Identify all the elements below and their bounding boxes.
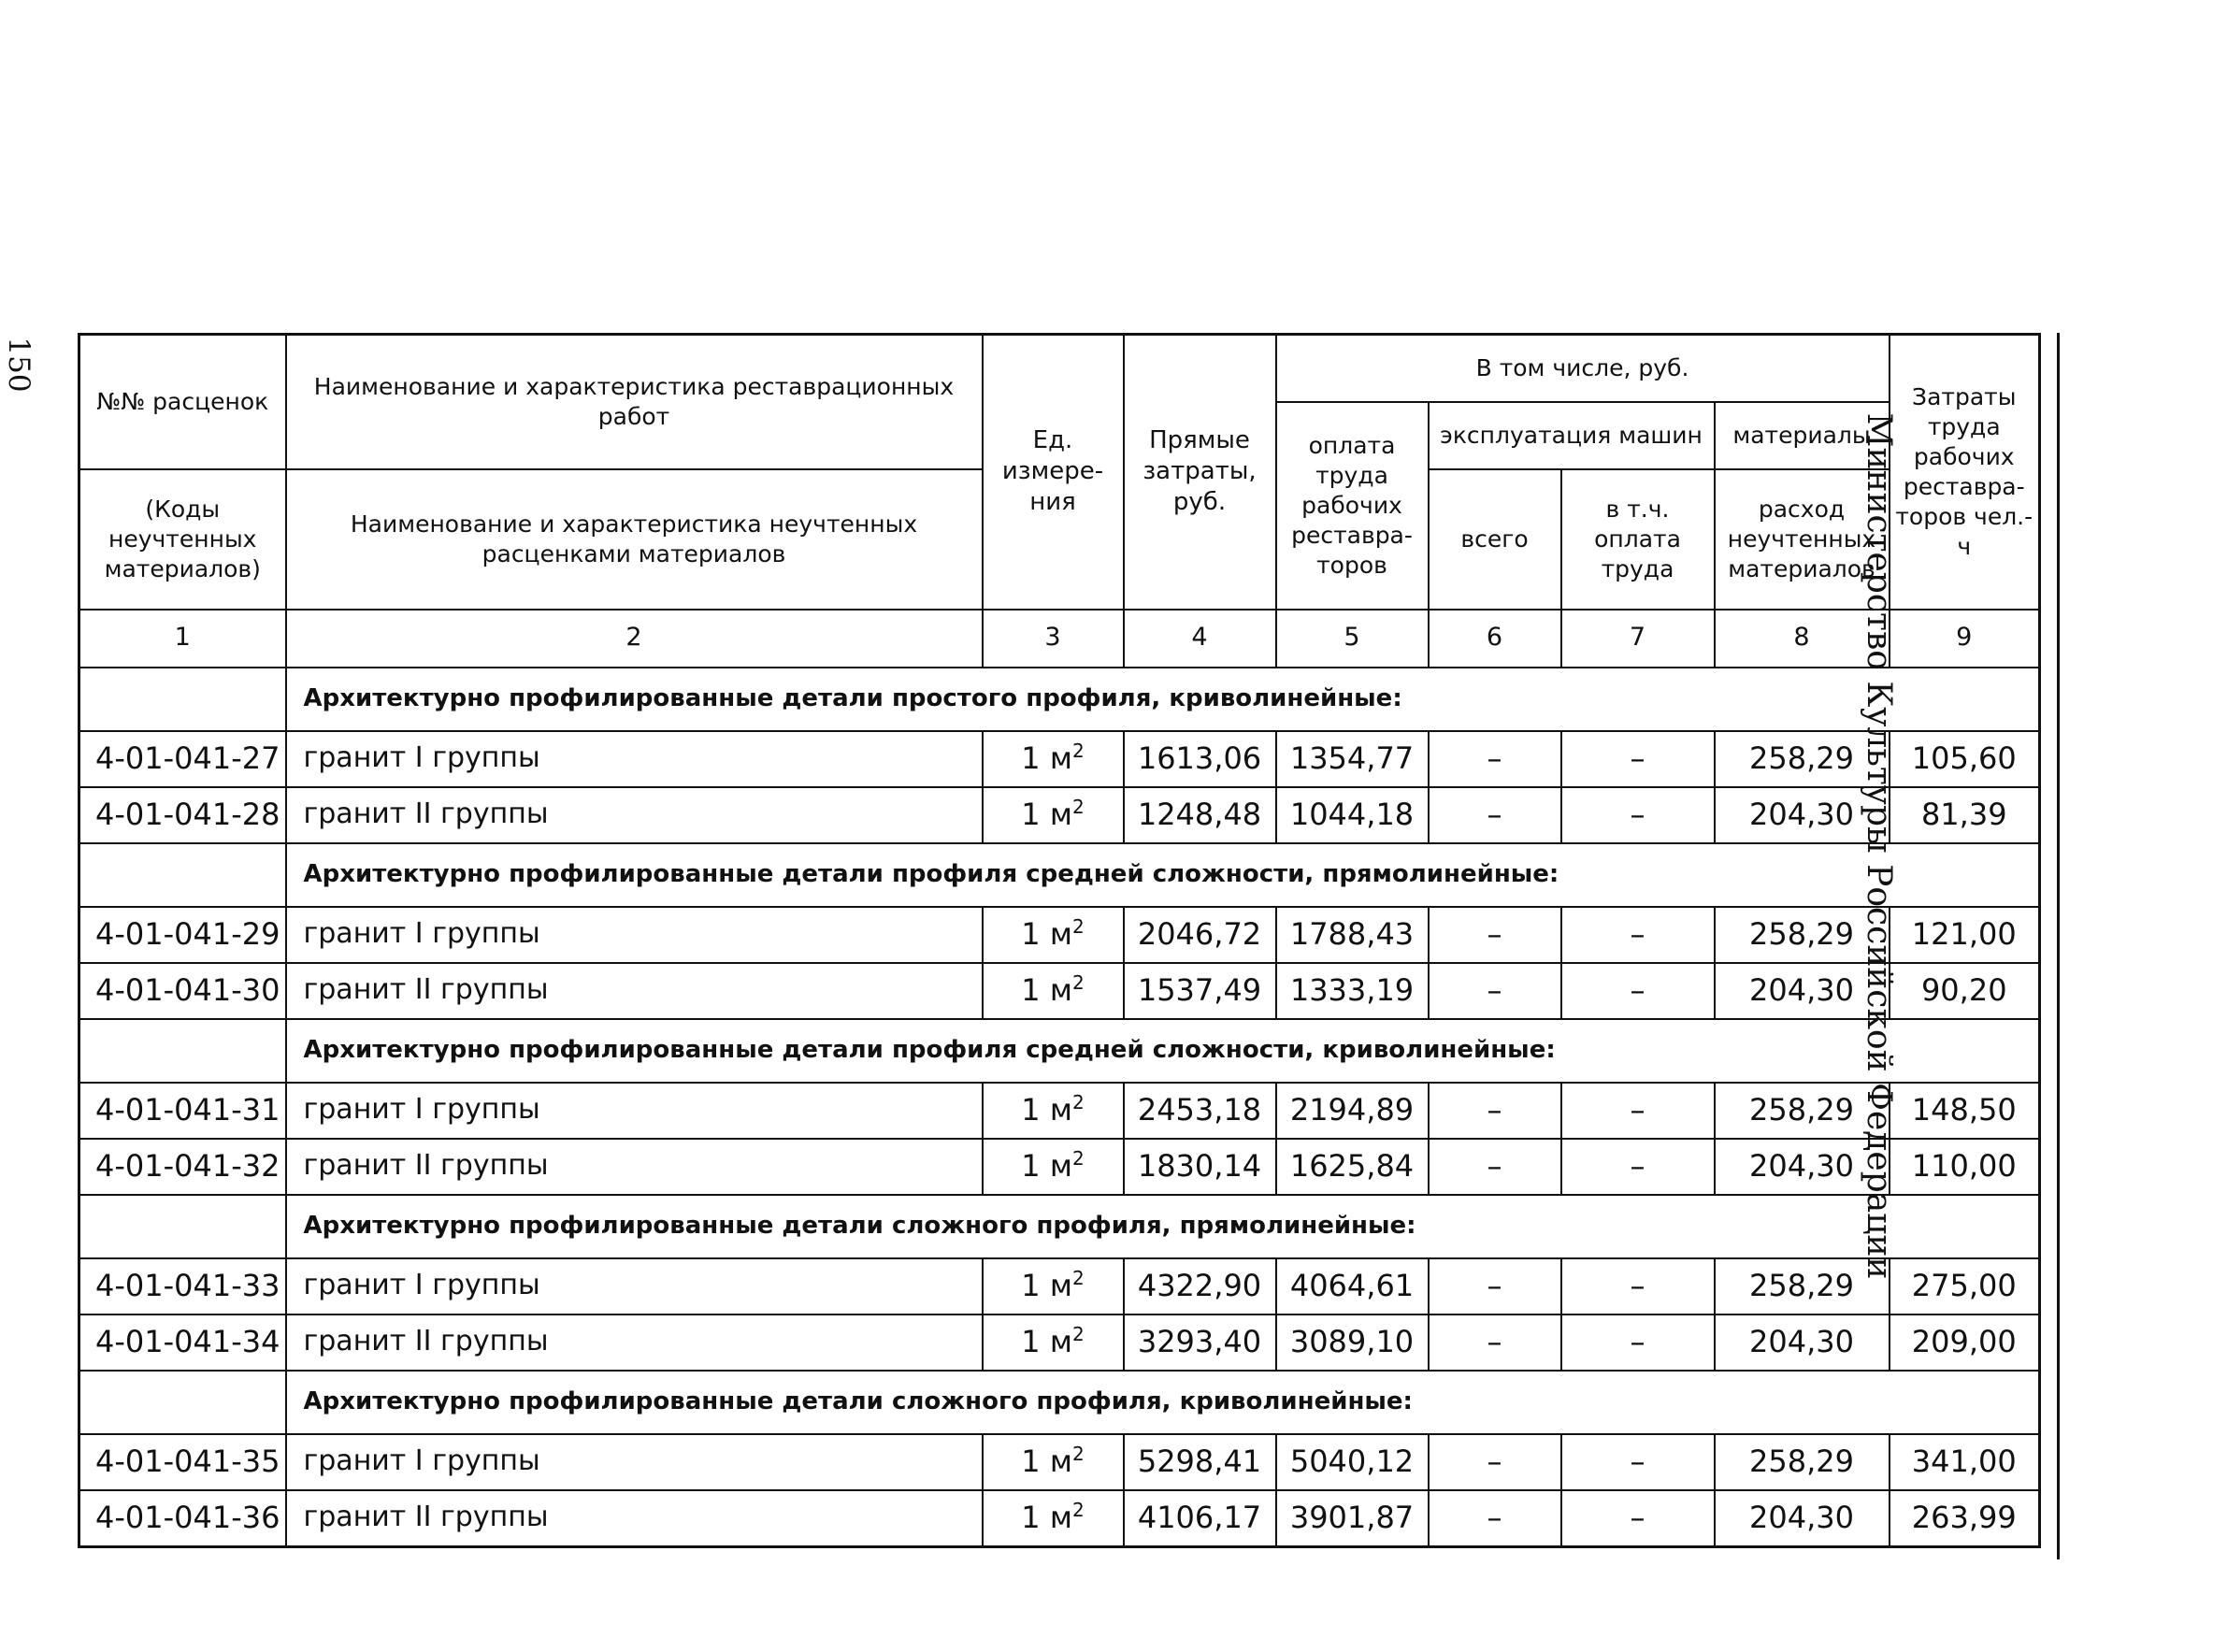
header-machines-labor: в т.ч. оплата труда xyxy=(1561,469,1715,610)
labor-hours-cell: 341,00 xyxy=(1890,1434,2040,1490)
table-row xyxy=(79,963,2040,1019)
table-row xyxy=(79,1490,2040,1547)
unit-text: 1 м xyxy=(1021,740,1072,777)
section-row xyxy=(79,1019,2040,1083)
labor-hours-cell: 275,00 xyxy=(1890,1258,2040,1314)
column-number: 6 xyxy=(1429,610,1561,668)
column-number: 2 xyxy=(286,610,983,668)
work-name: гранит II группы xyxy=(286,963,983,1019)
direct-costs-cell: 3293,40 xyxy=(1124,1314,1276,1371)
machines-labor-cell: – xyxy=(1561,1434,1715,1490)
header-worker-pay: оплата труда рабочих реставра-торов xyxy=(1276,402,1429,610)
unit-cell xyxy=(983,1258,1124,1314)
machines-total-cell: – xyxy=(1429,1314,1561,1371)
section-title: Архитектурно профилированные детали профиля средней сложности, криволинейные: xyxy=(286,1019,2040,1083)
unit-cell xyxy=(983,787,1124,843)
work-name: гранит I группы xyxy=(286,1258,983,1314)
labor-hours-cell: 209,00 xyxy=(1890,1314,2040,1371)
rate-code: 4-01-041-29 xyxy=(79,907,286,963)
labor-hours-cell: 110,00 xyxy=(1890,1139,2040,1195)
unit-text: 1 м xyxy=(1021,797,1072,833)
labor-hours-cell: 81,39 xyxy=(1890,787,2040,843)
machines-labor-cell: – xyxy=(1561,787,1715,843)
worker-pay-cell: 5040,12 xyxy=(1276,1434,1429,1490)
table-row xyxy=(79,1083,2040,1139)
direct-costs-cell: 4106,17 xyxy=(1124,1490,1276,1547)
column-number: 8 xyxy=(1715,610,1890,668)
work-name: гранит II группы xyxy=(286,1490,983,1547)
column-number: 1 xyxy=(79,610,286,668)
materials-cell: 204,30 xyxy=(1715,1314,1890,1371)
work-name: гранит I группы xyxy=(286,731,983,787)
machines-total-cell: – xyxy=(1429,1434,1561,1490)
worker-pay-cell: 2194,89 xyxy=(1276,1083,1429,1139)
rate-code: 4-01-041-35 xyxy=(79,1434,286,1490)
price-table xyxy=(78,333,2041,1548)
unit-text: 1 м xyxy=(1021,1268,1072,1304)
table-row xyxy=(79,787,2040,843)
machines-total-cell: – xyxy=(1429,1258,1561,1314)
machines-labor-cell: – xyxy=(1561,1139,1715,1195)
labor-hours-cell: 263,99 xyxy=(1890,1490,2040,1547)
labor-hours-cell: 90,20 xyxy=(1890,963,2040,1019)
table-row xyxy=(79,731,2040,787)
unit-text: 1 м xyxy=(1021,1444,1072,1480)
machines-labor-cell: – xyxy=(1561,963,1715,1019)
machines-labor-cell: – xyxy=(1561,1083,1715,1139)
rate-code: 4-01-041-32 xyxy=(79,1139,286,1195)
column-number: 4 xyxy=(1124,610,1276,668)
work-name: гранит I группы xyxy=(286,1083,983,1139)
worker-pay-cell: 1625,84 xyxy=(1276,1139,1429,1195)
materials-cell: 258,29 xyxy=(1715,907,1890,963)
header-labor-hours: Затраты труда рабочих реставра-торов чел.-ч xyxy=(1890,335,2040,610)
column-number: 9 xyxy=(1890,610,2040,668)
direct-costs-cell: 4322,90 xyxy=(1124,1258,1276,1314)
unit-exponent: 2 xyxy=(1071,1267,1085,1290)
direct-costs-cell: 1613,06 xyxy=(1124,731,1276,787)
rate-code: 4-01-041-33 xyxy=(79,1258,286,1314)
work-name: гранит II группы xyxy=(286,1139,983,1195)
materials-cell: 204,30 xyxy=(1715,963,1890,1019)
unit-text: 1 м xyxy=(1021,1092,1072,1128)
work-name: гранит I группы xyxy=(286,907,983,963)
header-machines-group: эксплуатация машин xyxy=(1429,402,1715,469)
rate-code: 4-01-041-34 xyxy=(79,1314,286,1371)
unit-text: 1 м xyxy=(1021,1500,1072,1536)
labor-hours-cell: 148,50 xyxy=(1890,1083,2040,1139)
unit-exponent: 2 xyxy=(1071,971,1085,995)
table-row xyxy=(79,1314,2040,1371)
materials-cell: 258,29 xyxy=(1715,731,1890,787)
section-row xyxy=(79,843,2040,907)
section-code-empty xyxy=(79,1195,286,1258)
machines-labor-cell: – xyxy=(1561,1258,1715,1314)
unit-exponent: 2 xyxy=(1071,1443,1085,1466)
rate-code: 4-01-041-31 xyxy=(79,1083,286,1139)
table-body xyxy=(79,668,2040,1547)
worker-pay-cell: 1788,43 xyxy=(1276,907,1429,963)
unit-exponent: 2 xyxy=(1071,1091,1085,1114)
section-title: Архитектурно профилированные детали профиля средней сложности, прямолинейные: xyxy=(286,843,2040,907)
unit-cell xyxy=(983,963,1124,1019)
rate-code: 4-01-041-27 xyxy=(79,731,286,787)
section-code-empty xyxy=(79,1019,286,1083)
machines-total-cell: – xyxy=(1429,731,1561,787)
worker-pay-cell: 1333,19 xyxy=(1276,963,1429,1019)
unit-exponent: 2 xyxy=(1071,1499,1085,1522)
unit-cell xyxy=(983,1490,1124,1547)
direct-costs-cell: 5298,41 xyxy=(1124,1434,1276,1490)
unit-cell xyxy=(983,1139,1124,1195)
rate-code: 4-01-041-28 xyxy=(79,787,286,843)
machines-total-cell: – xyxy=(1429,907,1561,963)
work-name: гранит II группы xyxy=(286,787,983,843)
unit-text: 1 м xyxy=(1021,972,1072,1009)
unit-cell xyxy=(983,1314,1124,1371)
unit-text: 1 м xyxy=(1021,1148,1072,1185)
header-col1-bottom: (Коды неучтенных материалов) xyxy=(79,469,286,610)
rate-code: 4-01-041-36 xyxy=(79,1490,286,1547)
unit-exponent: 2 xyxy=(1071,796,1085,819)
rate-code: 4-01-041-30 xyxy=(79,963,286,1019)
unit-cell xyxy=(983,1434,1124,1490)
machines-labor-cell: – xyxy=(1561,907,1715,963)
materials-cell: 258,29 xyxy=(1715,1434,1890,1490)
unit-cell xyxy=(983,907,1124,963)
machines-labor-cell: – xyxy=(1561,731,1715,787)
section-title: Архитектурно профилированные детали сложного профиля, прямолинейные: xyxy=(286,1195,2040,1258)
section-title: Архитектурно профилированные детали сложного профиля, криволинейные: xyxy=(286,1371,2040,1434)
materials-cell: 204,30 xyxy=(1715,1490,1890,1547)
unit-exponent: 2 xyxy=(1071,1323,1085,1346)
section-title: Архитектурно профилированные детали простого профиля, криволинейные: xyxy=(286,668,2040,731)
table-row xyxy=(79,1258,2040,1314)
direct-costs-cell: 1537,49 xyxy=(1124,963,1276,1019)
unit-text: 1 м xyxy=(1021,1324,1072,1360)
materials-cell: 258,29 xyxy=(1715,1258,1890,1314)
table-row xyxy=(79,1434,2040,1490)
section-code-empty xyxy=(79,843,286,907)
column-number: 5 xyxy=(1276,610,1429,668)
section-row xyxy=(79,668,2040,731)
machines-total-cell: – xyxy=(1429,1139,1561,1195)
labor-hours-cell: 105,60 xyxy=(1890,731,2040,787)
section-code-empty xyxy=(79,1371,286,1434)
materials-cell: 258,29 xyxy=(1715,1083,1890,1139)
section-code-empty xyxy=(79,668,286,731)
header-col2-bottom: Наименование и характеристика неучтенных расценками материалов xyxy=(286,469,983,610)
machines-labor-cell: – xyxy=(1561,1490,1715,1547)
unit-cell xyxy=(983,1083,1124,1139)
header-machines-total: всего xyxy=(1429,469,1561,610)
unit-text: 1 м xyxy=(1021,916,1072,953)
labor-hours-cell: 121,00 xyxy=(1890,907,2040,963)
side-rule xyxy=(2057,333,2060,1559)
unit-exponent: 2 xyxy=(1071,740,1085,763)
worker-pay-cell: 3901,87 xyxy=(1276,1490,1429,1547)
materials-cell: 204,30 xyxy=(1715,1139,1890,1195)
section-row xyxy=(79,1371,2040,1434)
header-including-group: В том числе, руб. xyxy=(1276,335,1890,402)
machines-total-cell: – xyxy=(1429,1083,1561,1139)
column-number: 3 xyxy=(983,610,1124,668)
unit-cell xyxy=(983,731,1124,787)
worker-pay-cell: 4064,61 xyxy=(1276,1258,1429,1314)
direct-costs-cell: 2453,18 xyxy=(1124,1083,1276,1139)
header-unit: Ед. измере-ния xyxy=(983,335,1124,610)
direct-costs-cell: 2046,72 xyxy=(1124,907,1276,963)
header-col1-top: №№ расценок xyxy=(79,335,286,469)
machines-total-cell: – xyxy=(1429,1490,1561,1547)
header-materials-top: материалы xyxy=(1715,402,1890,469)
worker-pay-cell: 1354,77 xyxy=(1276,731,1429,787)
machines-labor-cell: – xyxy=(1561,1314,1715,1371)
worker-pay-cell: 3089,10 xyxy=(1276,1314,1429,1371)
header-direct-costs: Прямые затраты, руб. xyxy=(1124,335,1276,610)
materials-cell: 204,30 xyxy=(1715,787,1890,843)
table-row xyxy=(79,907,2040,963)
machines-total-cell: – xyxy=(1429,963,1561,1019)
work-name: гранит I группы xyxy=(286,1434,983,1490)
header-col2-top: Наименование и характеристика реставрационных работ xyxy=(286,335,983,469)
ministry-side-title: Министерство Культуры Российской Федерации xyxy=(1860,412,1899,1280)
unit-exponent: 2 xyxy=(1071,1147,1085,1171)
section-row xyxy=(79,1195,2040,1258)
worker-pay-cell: 1044,18 xyxy=(1276,787,1429,843)
header-materials-usage: расход неучтенных материалов xyxy=(1715,469,1890,610)
page-number: 150 xyxy=(2,337,36,393)
column-number: 7 xyxy=(1561,610,1715,668)
work-name: гранит II группы xyxy=(286,1314,983,1371)
table-row xyxy=(79,1139,2040,1195)
direct-costs-cell: 1830,14 xyxy=(1124,1139,1276,1195)
unit-exponent: 2 xyxy=(1071,915,1085,939)
machines-total-cell: – xyxy=(1429,787,1561,843)
direct-costs-cell: 1248,48 xyxy=(1124,787,1276,843)
